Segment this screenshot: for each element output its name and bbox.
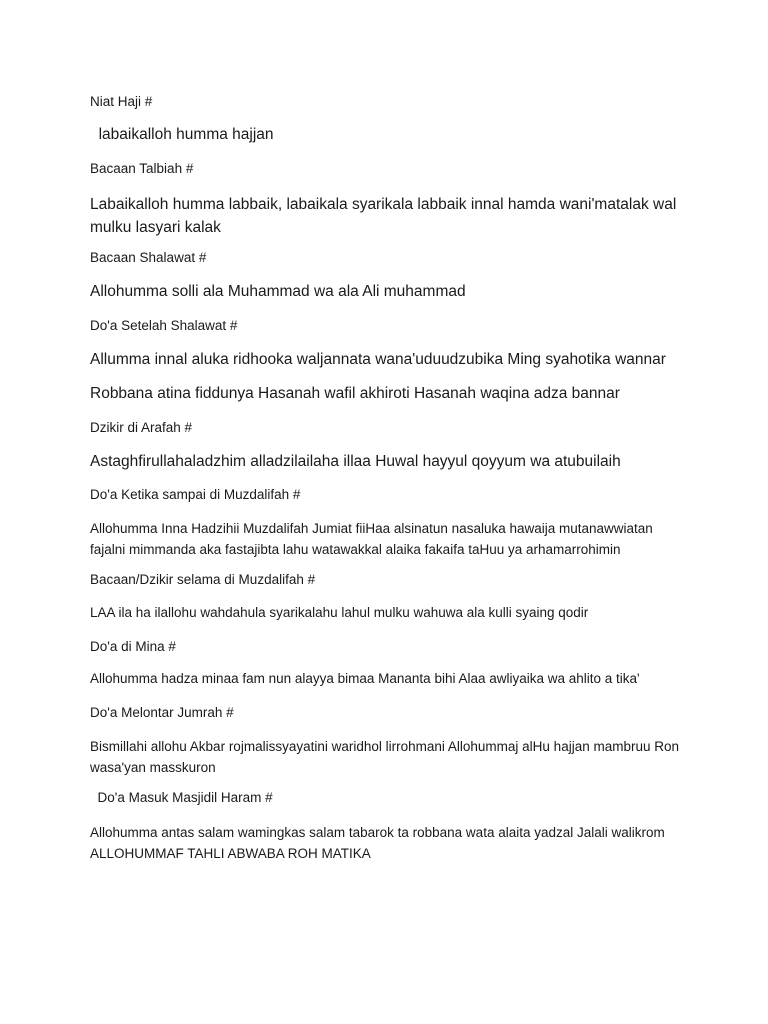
section-body: Bismillahi allohu Akbar rojmalissyayatini waridhol lirrohmani Allohummaj alHu hajjan mambruu Ron wasa'yan masskuron	[90, 739, 680, 775]
section-body: Allohumma Inna Hadzihii Muzdalifah Jumiat fiiHaa alsinatun nasaluka hawaija mutanawwiatan fajalni mimmanda aka fastajibta lahu watawakkal alaika fakaifa taHuu ya arhamarrohimin	[90, 521, 653, 557]
section-body: Astaghfirullahaladzhim alladzilailaha illaa Huwal hayyul qoyyum wa atubuilaih	[90, 453, 621, 470]
section-heading: Do'a Setelah Shalawat #	[90, 318, 238, 333]
section-body: Allohumma antas salam wamingkas salam tabarok ta robbana wata alaita yadzal Jalali walikrom ALLOHUMMAF TAHLI ABWABA ROH MATIKA	[90, 825, 676, 861]
section-heading: Bacaan Talbiah #	[90, 161, 194, 176]
section-heading: Bacaan/Dzikir selama di Muzdalifah #	[90, 572, 316, 587]
section-heading: Do'a Ketika sampai di Muzdalifah #	[90, 487, 301, 502]
section-body: Allumma innal aluka ridhooka waljannata wana'uduudzubika Ming syahotika wannar	[90, 351, 666, 368]
section-body: Labaikalloh humma labbaik, labaikala syarikala labbaik innal hamda wani'matalak wal mulku lasyari kalak	[90, 196, 677, 236]
section-heading: Niat Haji #	[90, 94, 153, 109]
section-heading: Bacaan Shalawat #	[90, 250, 207, 265]
section-body: labaikalloh humma hajjan	[90, 126, 274, 143]
section-heading: Do'a Masuk Masjidil Haram #	[90, 790, 273, 805]
section-heading: Dzikir di Arafah #	[90, 420, 193, 435]
section-heading: Do'a Melontar Jumrah #	[90, 705, 234, 720]
section-body: LAA ila ha ilallohu wahdahula syarikalahu lahul mulku wahuwa ala kulli syaing qodir	[90, 605, 589, 620]
section-heading: Do'a di Mina #	[90, 639, 176, 654]
section-body: Allohumma solli ala Muhammad wa ala Ali muhammad	[90, 283, 466, 300]
section-body-continued: Robbana atina fiddunya Hasanah wafil akhiroti Hasanah waqina adza bannar	[90, 385, 620, 402]
section-body: Allohumma hadza minaa fam nun alayya bimaa Mananta bihi Alaa awliyaika wa ahlito a tika'	[90, 671, 640, 686]
